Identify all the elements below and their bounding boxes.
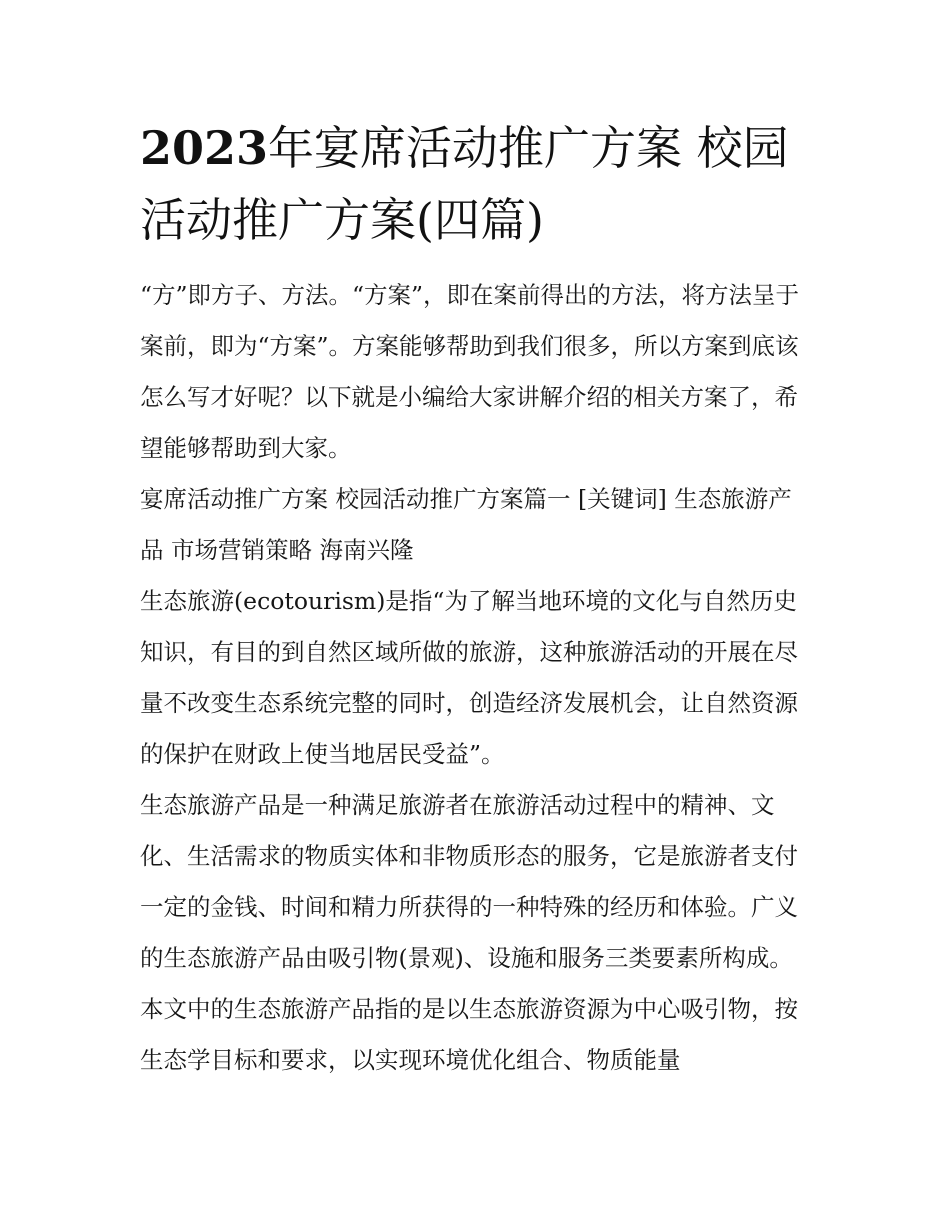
title-text: 年宴席活动推广方案 校园活动推广方案(四篇)	[140, 121, 789, 247]
paragraph-ecotourism-product: 生态旅游产品是一种满足旅游者在旅游活动过程中的精神、文化、生活需求的物质实体和非物质形态的服务，它是旅游者支付一定的金钱、时间和精力所获得的一种特殊的经历和体验。广义的生态旅游产品由吸引物(景观)、设施和服务三类要素所构成。本文中的生态旅游产品指的是以生态旅游资源为中心吸引物，按生态学目标和要求，以实现环境优化组合、物质能量	[140, 791, 798, 1074]
document-title	[140, 112, 812, 256]
paragraph-section-heading: 宴席活动推广方案 校园活动推广方案篇一 [关键词] 生态旅游产品 市场营销策略 海南兴隆	[140, 485, 792, 564]
title-year: 2023	[140, 121, 269, 175]
paragraph-intro: “方”即方子、方法。“方案”，即在案前得出的方法，将方法呈于案前，即为“方案”。方案能够帮助到我们很多，所以方案到底该怎么写才好呢？以下就是小编给大家讲解介绍的相关方案了，希望能够帮助到大家。	[140, 281, 800, 462]
paragraph-ecotourism-definition: 生态旅游(ecotourism)是指“为了解当地环境的文化与自然历史知识，有目的到自然区域所做的旅游，这种旅游活动的开展在尽量不改变生态系统完整的同时，创造经济发展机会，让自然资源的保护在财政上使当地居民受益”。	[140, 587, 798, 768]
document-content	[140, 112, 812, 1086]
